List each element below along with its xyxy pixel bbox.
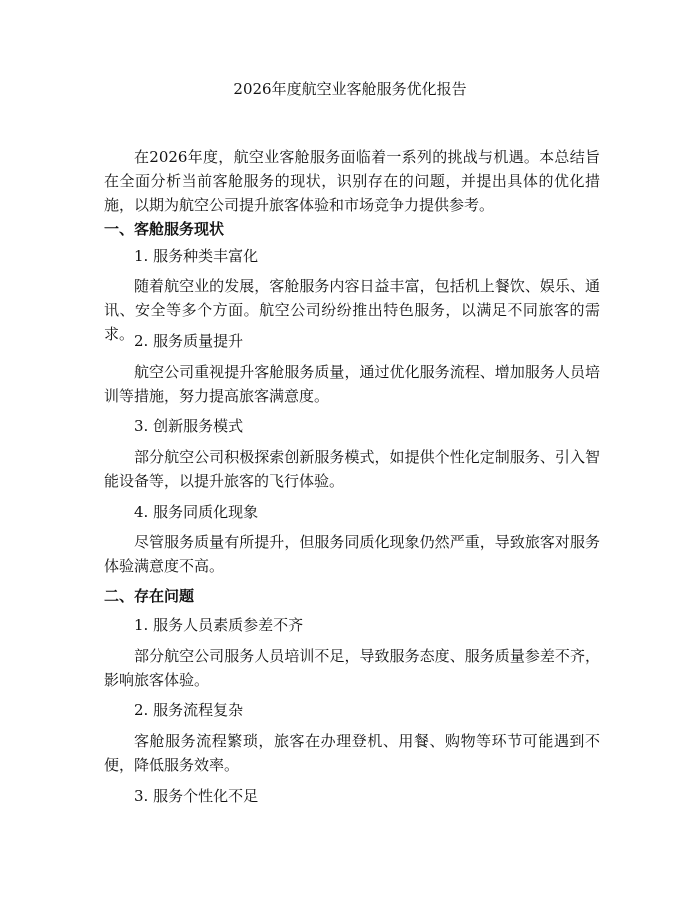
subsection-body-1: 随着航空业的发展，客舱服务内容日益丰富，包括机上餐饮、娱乐、通讯、安全等多个方面。航空公司纷纷推出特色服务，以满足不同旅客的需求。 [104,277,600,343]
subsection-body-2: 航空公司重视提升客舱服务质量，通过优化服务流程、增加服务人员培训等措施，努力提高旅客满意度。 [104,363,600,405]
problem-title-2: 2. 服务流程复杂 [134,701,244,719]
problem-body-1: 部分航空公司服务人员培训不足，导致服务态度、服务质量参差不齐，影响旅客体验。 [104,647,600,689]
problem-body-2: 客舱服务流程繁琐，旅客在办理登机、用餐、购物等环节可能遇到不便，降低服务效率。 [104,732,600,774]
problem-title-3: 3. 服务个性化不足 [134,787,259,805]
problem-title-1: 1. 服务人员素质参差不齐 [134,616,304,634]
subsection-body-4: 尽管服务质量有所提升，但服务同质化现象仍然严重，导致旅客对服务体验满意度不高。 [104,533,600,575]
subsection-title-1: 1. 服务种类丰富化 [134,247,259,265]
subsection-title-2: 2. 服务质量提升 [134,332,244,350]
intro-paragraph: 在2026年度，航空业客舱服务面临着一系列的挑战与机遇。本总结旨在全面分析当前客舱服务的现状，识别存在的问题，并提出具体的优化措施，以期为航空公司提升旅客体验和市场竞争力提供参考。 [104,148,600,214]
document-title: 2026年度航空业客舱服务优化报告 [233,80,467,98]
subsection-body-3: 部分航空公司积极探索创新服务模式，如提供个性化定制服务、引入智能设备等，以提升旅客的飞行体验。 [104,448,600,490]
subsection-title-3: 3. 创新服务模式 [134,417,244,435]
section-heading-status: 一、客舱服务现状 [104,220,225,238]
section-heading-problems: 二、存在问题 [104,587,195,605]
subsection-title-4: 4. 服务同质化现象 [134,503,259,521]
